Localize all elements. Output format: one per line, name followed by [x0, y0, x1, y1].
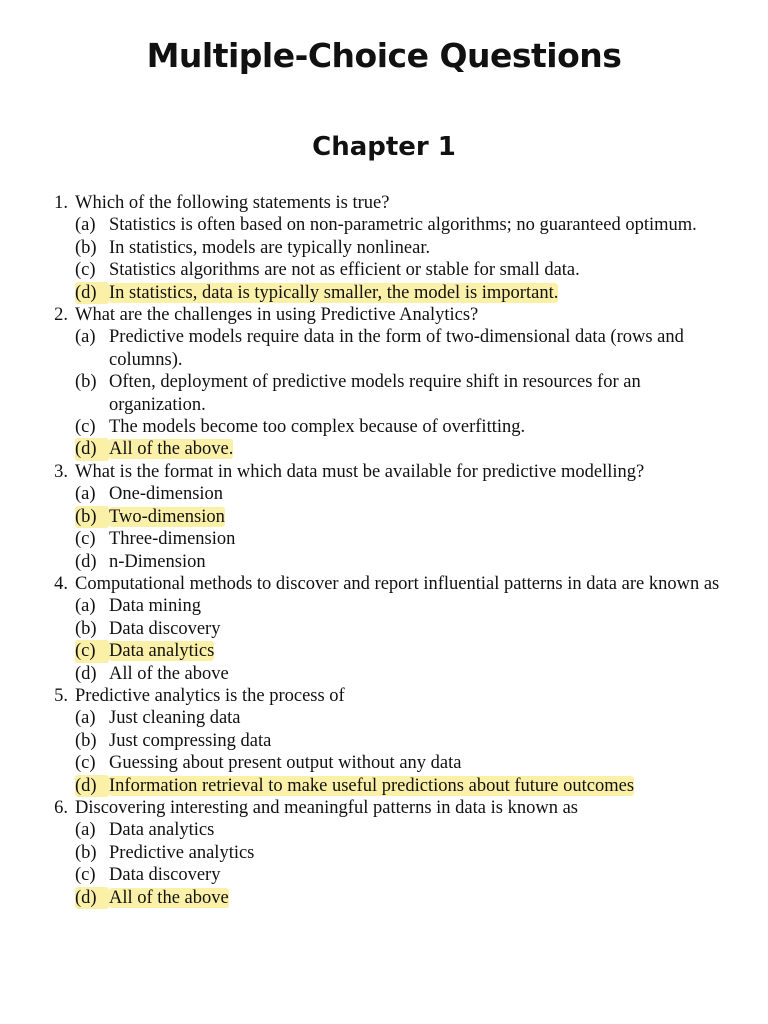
option-label: (a) [75, 327, 96, 348]
option-label: (a) [75, 708, 96, 729]
option-label: (c) [75, 753, 96, 774]
option-text: One-dimension [109, 484, 224, 505]
option-a [75, 595, 740, 617]
option-label: (c) [75, 640, 109, 662]
option-text: All of the above. [109, 439, 234, 460]
option-text: Data analytics [109, 820, 215, 841]
option-b [75, 371, 740, 416]
option-text: Data mining [109, 596, 201, 617]
option-text: All of the above [109, 887, 229, 908]
option-d-highlighted [75, 887, 740, 909]
option-label: (d) [75, 282, 109, 304]
option-text: In statistics, data is typically smaller, the model is important. [109, 282, 559, 303]
option-text: n-Dimension [109, 551, 206, 572]
option-text: Two-dimension [109, 506, 225, 527]
question-number: 4. [54, 573, 68, 594]
option-d-highlighted [75, 775, 740, 797]
option-b [75, 237, 740, 259]
option-label: (c) [75, 417, 96, 438]
option-c [75, 416, 740, 438]
question-2 [40, 304, 740, 461]
option-text: The models become too complex because of overfitting. [109, 417, 526, 438]
option-label: (b) [75, 842, 97, 863]
option-label: (d) [75, 438, 109, 460]
question-4 [40, 573, 740, 685]
question-text: Which of the following statements is true? [75, 193, 390, 213]
question-number: 1. [54, 193, 68, 213]
option-text: Guessing about present output without any data [109, 753, 462, 774]
question-5 [40, 685, 740, 797]
option-d-highlighted [75, 438, 740, 460]
option-b-highlighted [75, 506, 740, 528]
option-text: In statistics, models are typically nonlinear. [109, 237, 431, 258]
option-label: (a) [75, 820, 96, 841]
option-label: (a) [75, 484, 96, 505]
question-text: Predictive analytics is the process of [75, 685, 345, 706]
option-text: Statistics algorithms are not as efficient or stable for small data. [109, 260, 580, 281]
option-text: Just compressing data [109, 730, 272, 751]
option-label: (a) [75, 215, 96, 236]
question-3 [40, 461, 740, 573]
option-c [75, 528, 740, 550]
option-label: (d) [75, 551, 97, 572]
option-b [75, 730, 740, 752]
option-b [75, 842, 740, 864]
question-number: 6. [54, 797, 68, 818]
option-c-highlighted [75, 640, 740, 662]
option-a [75, 326, 740, 371]
option-c [75, 259, 740, 281]
option-label: (b) [75, 372, 97, 393]
option-a [75, 214, 740, 236]
option-a [75, 707, 740, 729]
option-text: Predictive analytics [109, 842, 255, 863]
option-label: (b) [75, 618, 97, 639]
option-text: Often, deployment of predictive models require shift in resources for an organization. [109, 372, 641, 415]
question-text: What is the format in which data must be available for predictive modelling? [75, 461, 645, 482]
option-label: (a) [75, 596, 96, 617]
option-label: (c) [75, 529, 96, 550]
option-label: (c) [75, 865, 96, 886]
option-label: (b) [75, 237, 97, 258]
option-label: (d) [75, 887, 109, 909]
option-a [75, 483, 740, 505]
question-list [40, 192, 740, 909]
option-text: Predictive models require data in the form of two-dimensional data (rows and columns). [109, 327, 684, 370]
option-text: Data discovery [109, 865, 221, 886]
option-text: All of the above [109, 663, 229, 684]
option-c [75, 752, 740, 774]
question-number: 2. [54, 305, 68, 326]
option-b [75, 618, 740, 640]
question-text: What are the challenges in using Predictive Analytics? [75, 305, 479, 326]
option-d [75, 663, 740, 685]
question-text: Discovering interesting and meaningful patterns in data is known as [75, 797, 578, 818]
option-text: Data analytics [109, 641, 215, 662]
question-1 [40, 192, 740, 304]
option-label: (d) [75, 775, 109, 797]
page-title: Multiple-Choice Questions [146, 36, 622, 75]
option-text: Statistics is often based on non-parametric algorithms; no guaranteed optimum. [109, 215, 697, 236]
option-label: (b) [75, 506, 109, 528]
option-label: (b) [75, 730, 97, 751]
option-d [75, 551, 740, 573]
question-number: 5. [54, 685, 68, 706]
chapter-title: Chapter 1 [312, 132, 456, 162]
option-label: (c) [75, 260, 96, 281]
option-a [75, 819, 740, 841]
option-text: Just cleaning data [109, 708, 241, 729]
option-d-highlighted [75, 282, 740, 304]
option-label: (d) [75, 663, 97, 684]
option-text: Information retrieval to make useful predictions about future outcomes [109, 775, 635, 796]
option-c [75, 864, 740, 886]
question-text: Computational methods to discover and report influential patterns in data are known as [75, 573, 720, 594]
option-text: Three-dimension [109, 529, 236, 550]
question-number: 3. [54, 461, 68, 482]
option-text: Data discovery [109, 618, 221, 639]
question-6 [40, 797, 740, 909]
